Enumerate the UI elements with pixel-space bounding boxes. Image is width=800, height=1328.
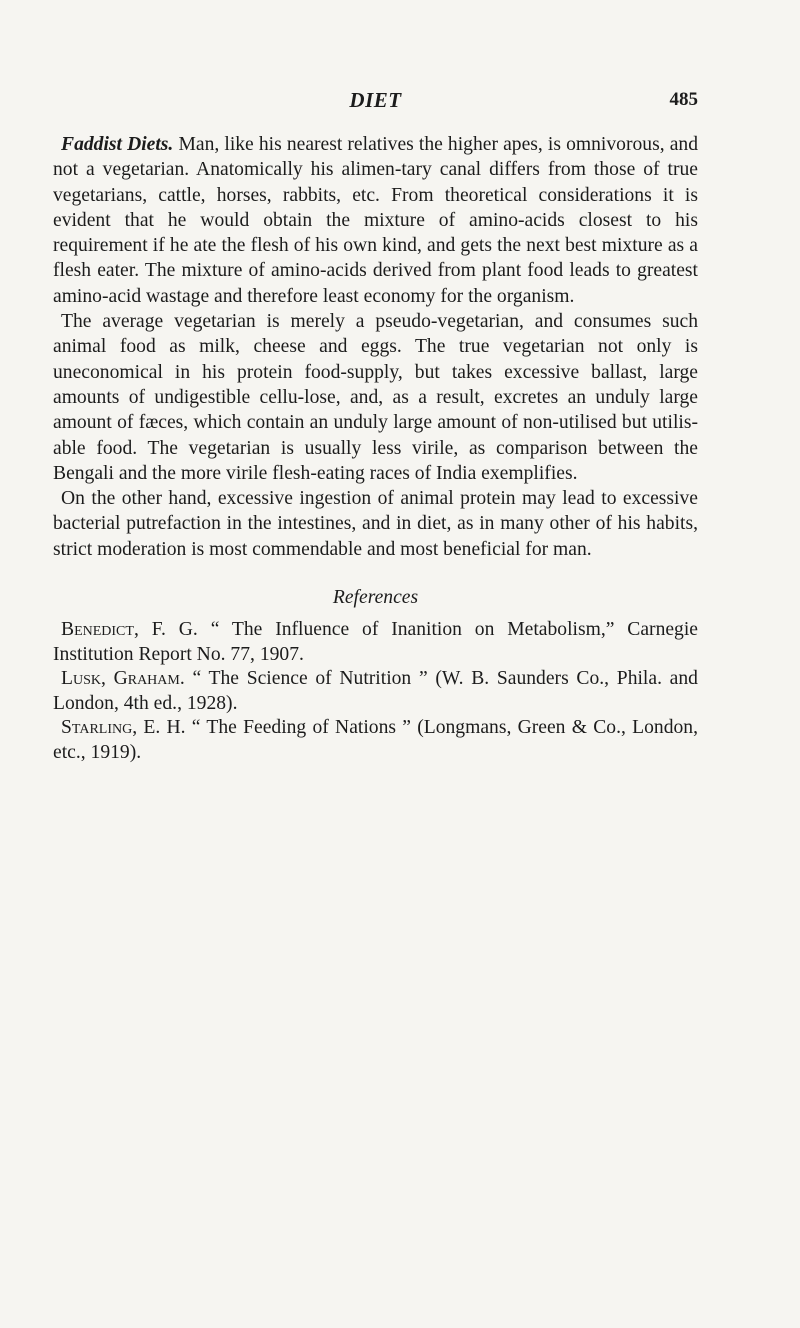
running-title: DIET [349, 88, 402, 112]
reference-author: Starling, E. H. [61, 717, 186, 739]
body-text [53, 132, 698, 562]
reference-item [53, 618, 698, 667]
paragraph-text: On the other hand, excessive ingestion of animal protein may lead to excessive bacterial putrefaction in the intestines, and in diet, as in many other of his habits, strict moderation is most commendable and most beneficial for man. [53, 488, 698, 560]
reference-item [53, 716, 698, 765]
paragraph-moderation [53, 486, 698, 562]
section-run-in-heading: Faddist Diets. [61, 134, 174, 155]
reference-author: Lusk, Graham. [61, 668, 185, 690]
reference-item [53, 667, 698, 716]
running-head [53, 88, 698, 118]
paragraph-pseudo-vegetarian [53, 309, 698, 486]
reference-text: “ The Feeding of Nations ” (Longmans, Green & Co., London, etc., 1919). [53, 717, 698, 763]
paragraph-text: Man, like his nearest relatives the higher apes, is omnivorous, and not a vegetarian. Anatomically his alimen-tary canal differs from those of true vegetarians, cattle, horses, rabbits, etc. From theoretical considerations it is evident that he would obtain the mixture of amino-acids closest to his requirement if he ate the flesh of his own kind, and gets the next best mixture as a flesh eater. The mixture of amino-acids derived from plant food leads to greatest amino-acid wastage and therefore least economy for the organism. [53, 134, 698, 307]
page-number: 485 [669, 89, 698, 110]
paragraph-faddist-diets [53, 132, 698, 309]
reference-author: Benedict, F. G. [61, 619, 198, 641]
references-heading: References [332, 587, 419, 609]
book-page [53, 88, 698, 765]
paragraph-text: The average vegetarian is merely a pseudo-vegetarian, and consumes such animal food as milk, cheese and eggs. The true vegetarian not only is uneconomical in his protein food-supply, but takes excessive ballast, large amounts of undigestible cellu-lose, and, as a result, excretes an unduly large amount of fæces, which contain an unduly large amount of non-utilised but utilis-able food. The vegetarian is usually less virile, as comparison between the Bengali and the more virile flesh-eating races of India exemplifies. [53, 311, 698, 484]
reference-list [53, 618, 698, 765]
reference-text: “ The Science of Nutrition ” (W. B. Saunders Co., Phila. and London, 4th ed., 1928). [53, 668, 698, 714]
reference-text: “ The Influence of Inanition on Metabolism,” Carnegie Institution Report No. 77, 1907. [53, 619, 698, 665]
